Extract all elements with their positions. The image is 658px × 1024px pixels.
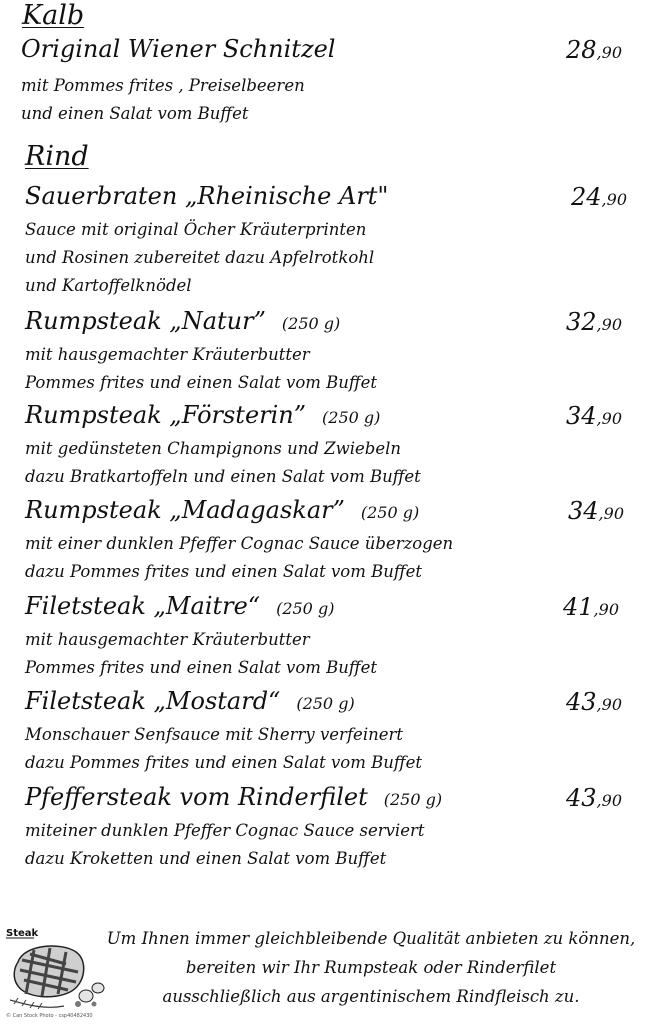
section-title-kalb: Kalb bbox=[22, 0, 85, 31]
dish-name: Rumpsteak „Försterin” (250 g) bbox=[25, 401, 381, 429]
dish-description-line: dazu Kroketten und einen Salat vom Buffet bbox=[25, 849, 387, 868]
dish-description-line: und einen Salat vom Buffet bbox=[21, 104, 249, 123]
dish-weight: (250 g) bbox=[360, 503, 420, 522]
dish-description-line: mit einer dunklen Pfeffer Cognac Sauce überzogen bbox=[25, 534, 454, 553]
dish-weight: (250 g) bbox=[322, 408, 381, 427]
dish-name: Filetsteak „Maitre“ (250 g) bbox=[25, 592, 335, 620]
dish-description-line: und Rosinen zubereitet dazu Apfelrotkohl bbox=[25, 248, 375, 267]
dish-description-line: Sauce mit original Öcher Kräuterprinten bbox=[25, 220, 367, 239]
dish-price: 24,90 bbox=[571, 183, 627, 211]
dish-price: 41,90 bbox=[563, 593, 619, 621]
dish-weight: (250 g) bbox=[281, 314, 341, 333]
dish-description-line: Pommes frites und einen Salat vom Buffet bbox=[25, 373, 377, 392]
dish-description-line: mit hausgemachter Kräuterbutter bbox=[25, 345, 310, 364]
dish-weight: (250 g) bbox=[296, 694, 355, 713]
footer-note bbox=[84, 924, 658, 1011]
footer-line: Um Ihnen immer gleichbleibende Qualität anbieten zu können, bbox=[106, 929, 636, 948]
dish-weight: (250 g) bbox=[276, 599, 335, 618]
dish-name: Original Wiener Schnitzel bbox=[21, 35, 336, 63]
dish-name: Pfeffersteak vom Rinderfilet (250 g) bbox=[25, 783, 443, 811]
dish-description-line: dazu Pommes frites und einen Salat vom Buffet bbox=[25, 562, 422, 581]
dish-name: Rumpsteak „Madagaskar” (250 g) bbox=[25, 496, 420, 524]
section-title-rind: Rind bbox=[25, 141, 89, 172]
dish-weight: (250 g) bbox=[383, 790, 443, 809]
dish-name: Rumpsteak „Natur” (250 g) bbox=[25, 307, 341, 335]
footer-line: bereiten wir Ihr Rumpsteak oder Rinderfilet bbox=[185, 958, 557, 977]
footer-line: ausschließlich aus argentinischem Rindfleisch zu. bbox=[162, 987, 580, 1006]
dish-price: 43,90 bbox=[566, 688, 622, 716]
dish-price: 43,90 bbox=[566, 784, 622, 812]
dish-description-line: mit gedünsteten Champignons und Zwiebeln bbox=[25, 439, 402, 458]
dish-description-line: und Kartoffelknödel bbox=[25, 276, 192, 295]
dish-price: 28,90 bbox=[566, 36, 622, 64]
dish-description-line: mit Pommes frites , Preiselbeeren bbox=[21, 76, 305, 95]
dish-description-line: Monschauer Senfsauce mit Sherry verfeinert bbox=[25, 725, 404, 744]
dish-description-line: dazu Pommes frites und einen Salat vom Buffet bbox=[25, 753, 422, 772]
dish-description-line: miteiner dunklen Pfeffer Cognac Sauce serviert bbox=[25, 821, 425, 840]
dish-name: Filetsteak „Mostard“ (250 g) bbox=[25, 687, 355, 715]
dish-price: 34,90 bbox=[566, 402, 622, 430]
dish-description-line: dazu Bratkartoffeln und einen Salat vom Buffet bbox=[25, 467, 421, 486]
dish-price: 34,90 bbox=[568, 497, 624, 525]
dish-name: Sauerbraten „Rheinische Art" bbox=[25, 182, 389, 210]
image-credit: © Can Stock Photo - csp40482430 bbox=[6, 1013, 93, 1019]
dish-description-line: Pommes frites und einen Salat vom Buffet bbox=[25, 658, 377, 677]
dish-description-line: mit hausgemachter Kräuterbutter bbox=[25, 630, 310, 649]
steak-image-label: Steak bbox=[6, 928, 39, 939]
dish-price: 32,90 bbox=[566, 308, 622, 336]
